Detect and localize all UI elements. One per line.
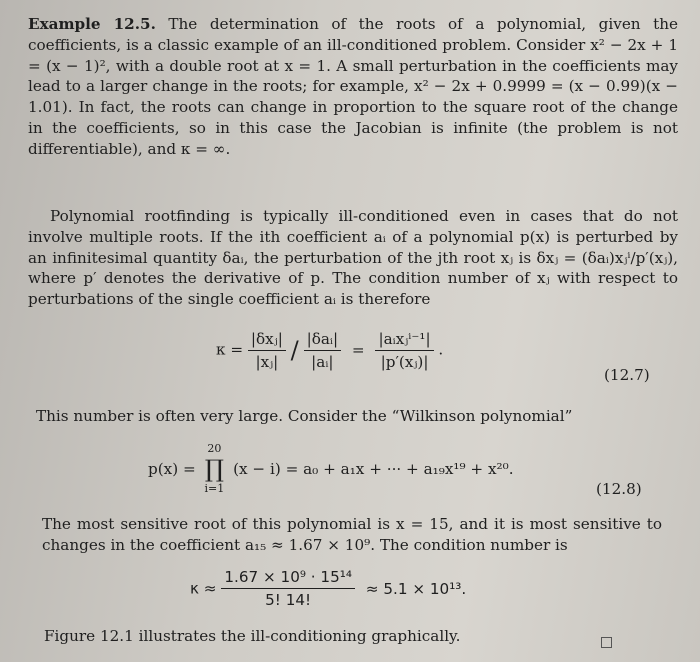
eq128-product (205, 442, 225, 496)
example-title: Example 12.5. (28, 15, 156, 33)
wilkinson-intro: This number is often very large. Consider the “Wilkinson polynomial” (36, 407, 573, 425)
eq127-lhs: κ = (216, 340, 244, 359)
eq127-frac3 (375, 330, 433, 371)
eq127-frac2-den: |aᵢ| (311, 353, 334, 371)
figure-reference: Figure 12.1 illustrates the ill-conditioning graphically. (44, 627, 461, 645)
equation-12-8 (148, 442, 514, 496)
example-text: The determination of the roots of a polynomial, given the coefficients, is a classic example of an ill-conditioned problem. Consider x² − 2x + 1 = (x − 1)², with a double root at x = 1. A small perturbation in the coefficients may lead to a larger change in the roots; for example, x² − 2x + 0.9999 = (x − 0.99)(x − 1.01). In fact, the roots can change in proportion to the square root of the change in the coefficients, so in this case the Jacobian is infinite (the problem is not differentiable), and κ = ∞. (28, 15, 678, 158)
eq127-frac2-num: |δaᵢ| (304, 330, 342, 351)
example-paragraph (28, 14, 678, 160)
eq128-prod-symbol: ∏ (204, 455, 224, 483)
eq128-lhs: p(x) = (148, 460, 196, 478)
eq127-frac3-den: |p′(xⱼ)| (380, 353, 429, 371)
textbook-page (28, 14, 678, 654)
eqk-rhs: ≈ 5.1 × 10¹³. (365, 579, 467, 598)
eq128-prod-top: 20 (207, 442, 222, 455)
eq127-frac2 (304, 330, 342, 371)
equation-number-12-7: (12.7) (604, 366, 650, 384)
eq127-frac1-den: |xⱼ| (255, 353, 279, 371)
eqk-frac (221, 568, 355, 609)
eq127-equals: = (351, 340, 365, 359)
eq127-slash: / (290, 336, 299, 365)
eqk-lhs: κ ≈ (190, 579, 217, 598)
eq128-body: (x − i) = a₀ + a₁x + ··· + a₁₉x¹⁹ + x²⁰. (233, 460, 514, 478)
eq127-frac3-num: |aᵢxⱼⁱ⁻¹| (375, 330, 433, 351)
equation-number-12-8: (12.8) (596, 480, 642, 498)
equation-condition-number (190, 568, 466, 609)
rootfinding-paragraph: Polynomial rootfinding is typically ill-conditioned even in cases that do not involve multiple roots. If the ith coefficient aᵢ of a polynomial p(x) is perturbed by an infinitesimal quantity δaᵢ, the perturbation of the jth root xⱼ is δxⱼ = (δaᵢ)xⱼⁱ/p′(xⱼ), where p′ denotes the derivative of p. The condition number of xⱼ with respect to perturbations of the single coefficient aᵢ is therefore (28, 207, 678, 309)
eq128-prod-bottom: i=1 (204, 482, 225, 495)
eq127-frac1 (248, 330, 286, 371)
eqk-den: 5! 14! (265, 591, 312, 609)
eqk-num: 1.67 × 10⁹ · 15¹⁴ (221, 568, 355, 589)
equation-12-7 (216, 330, 443, 371)
eq127-frac1-num: |δxⱼ| (248, 330, 286, 351)
checkbox-icon[interactable] (601, 637, 612, 648)
sensitivity-paragraph: The most sensitive root of this polynomial is x = 15, and it is most sensitive to changes in the coefficient a₁₅ ≈ 1.67 × 10⁹. The condition number is (42, 515, 662, 554)
eq127-period: . (438, 340, 444, 359)
